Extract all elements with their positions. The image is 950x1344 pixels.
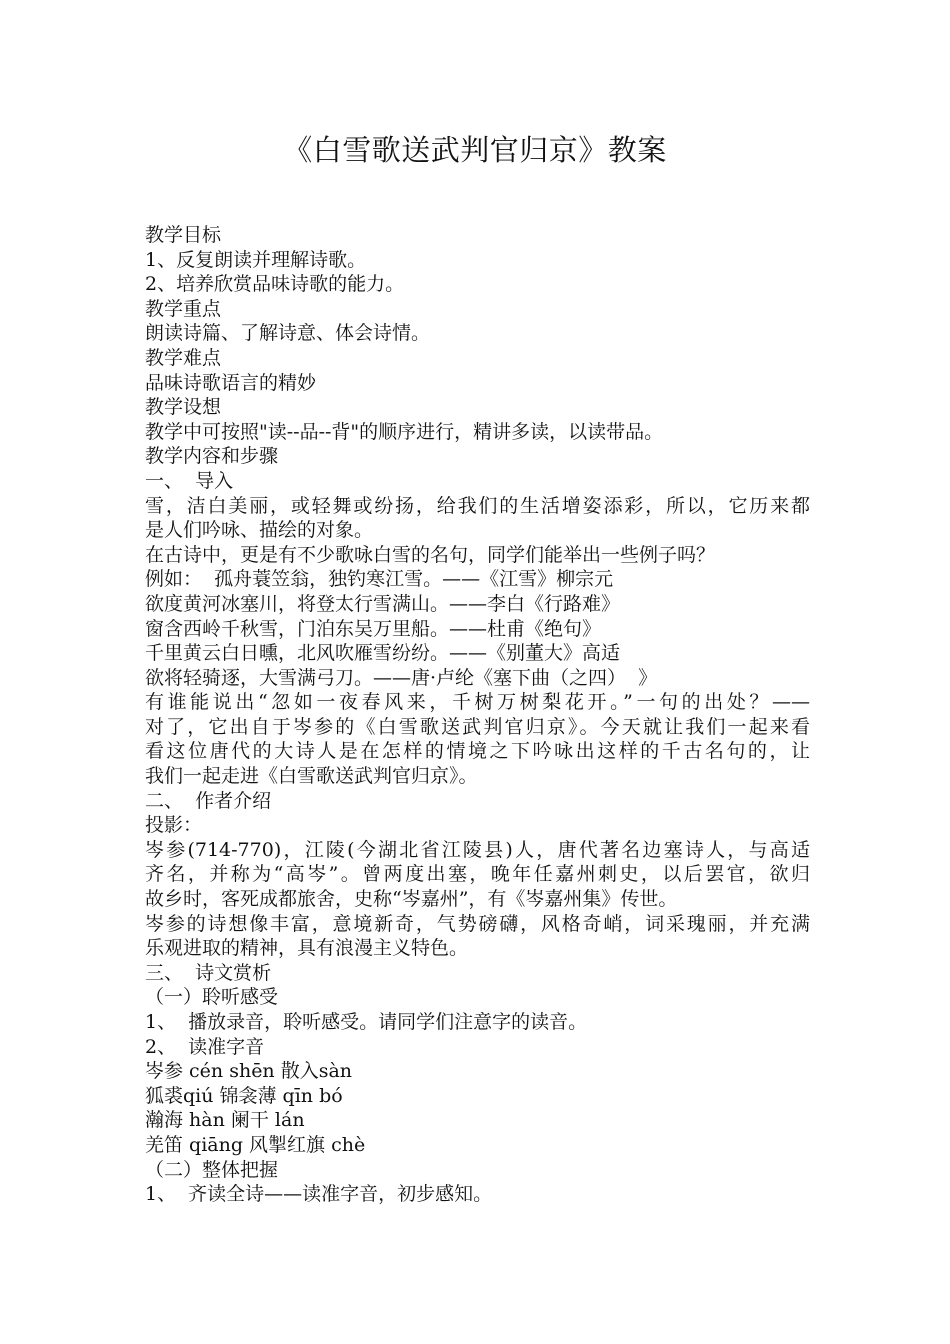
pronunciation-line: 岑参 cén shēn 散入sàn — [145, 1060, 353, 1083]
paragraph-line: 对了，它出自于岑参的《白雪歌送武判官归京》。今天就让我们一起来看 — [145, 715, 810, 738]
pronunciation-line: 狐裘qiú 锦衾薄 qīn bó — [145, 1084, 343, 1107]
projection-label: 投影： — [145, 814, 203, 837]
step-item: 1、 播放录音，聆听感受。请同学们注意字的读音。 — [145, 1011, 588, 1033]
paragraph-line: 岑参(714-770)，江陵(今湖北省江陵县)人，唐代著名边塞诗人，与高适 — [145, 838, 810, 861]
paragraph-line: 我们一起走进《白雪歌送武判官归京》。 — [145, 765, 478, 788]
step-item: 1、 齐读全诗——读准字音，初步感知。 — [145, 1183, 493, 1206]
poem-example-line: 窗含西岭千秋雪，门泊东吴万里船。——杜甫《绝句》 — [145, 617, 602, 640]
step-item: 2、 读准字音 — [145, 1035, 265, 1058]
section-heading-intro: 一、 导入 — [145, 469, 234, 492]
key-points-text: 朗读诗篇、了解诗意、体会诗情。 — [145, 322, 431, 345]
poem-example-line: 例如： 孤舟蓑笠翁，独钓寒江雪。——《江雪》柳宗元 — [145, 568, 614, 591]
teaching-plan-text: 教学中可按照"读--品--背"的顺序进行，精讲多读，以读带品。 — [145, 420, 664, 443]
paragraph-line: 有谁能说出“忽如一夜春风来，千树万树梨花开。”一句的出处？—— — [145, 691, 810, 714]
paragraph-line: 故乡时，客死成都旅舍，史称“岑嘉州”，有《岑嘉州集》传世。 — [145, 888, 678, 911]
paragraph-line: 齐名，并称为“高岑”。曾两度出塞，晚年任嘉州刺史，以后罢官，欲归 — [145, 863, 810, 886]
document-title: 《白雪歌送武判官归京》教案 — [283, 133, 667, 167]
heading-key-points: 教学重点 — [145, 297, 222, 320]
goal-item-1: 1、反复朗读并理解诗歌。 — [145, 248, 367, 271]
section-heading-author: 二、 作者介绍 — [145, 789, 272, 812]
pronunciation-line: 瀚海 hàn 阑干 lán — [145, 1109, 305, 1132]
subsection-heading-listen: （一）聆听感受 — [145, 986, 279, 1009]
paragraph-line: 是人们吟咏、描绘的对象。 — [145, 519, 374, 542]
poem-example-line: 欲将轻骑逐，大雪满弓刀。——唐·卢纶《塞下曲（之四） 》 — [145, 666, 658, 689]
paragraph-line: 岑参的诗想像丰富，意境新奇，气势磅礴，风格奇峭，词采瑰丽，并充满 — [145, 912, 810, 935]
poem-example-line: 千里黄云白日曛，北风吹雁雪纷纷。——《别董大》高适 — [145, 642, 621, 665]
difficulties-text: 品味诗歌语言的精妙 — [145, 371, 317, 394]
subsection-heading-overall: （二）整体把握 — [145, 1158, 279, 1181]
heading-teaching-goals: 教学目标 — [145, 224, 222, 246]
goal-item-2: 2、培养欣赏品味诗歌的能力。 — [145, 273, 405, 296]
paragraph-line: 乐观进取的精神，具有浪漫主义特色。 — [145, 937, 469, 960]
heading-teaching-plan: 教学设想 — [145, 396, 222, 419]
section-heading-appreciation: 三、 诗文赏析 — [145, 961, 272, 984]
document-body — [145, 223, 810, 1207]
paragraph-line: 在古诗中，更是有不少歌咏白雪的名句，同学们能举出一些例子吗？ — [145, 543, 716, 566]
paragraph-line: 看这位唐代的大诗人是在怎样的情境之下吟咏出这样的千古名句的，让 — [145, 740, 810, 763]
heading-content-steps: 教学内容和步骤 — [145, 445, 279, 468]
heading-difficulties: 教学难点 — [145, 346, 222, 369]
pronunciation-line: 羌笛 qiāng 风掣红旗 chè — [145, 1133, 366, 1156]
poem-example-line: 欲度黄河冰塞川，将登太行雪满山。——李白《行路难》 — [145, 592, 621, 615]
paragraph-line: 雪，洁白美丽，或轻舞或纷扬，给我们的生活增姿添彩，所以，它历来都 — [145, 494, 810, 517]
